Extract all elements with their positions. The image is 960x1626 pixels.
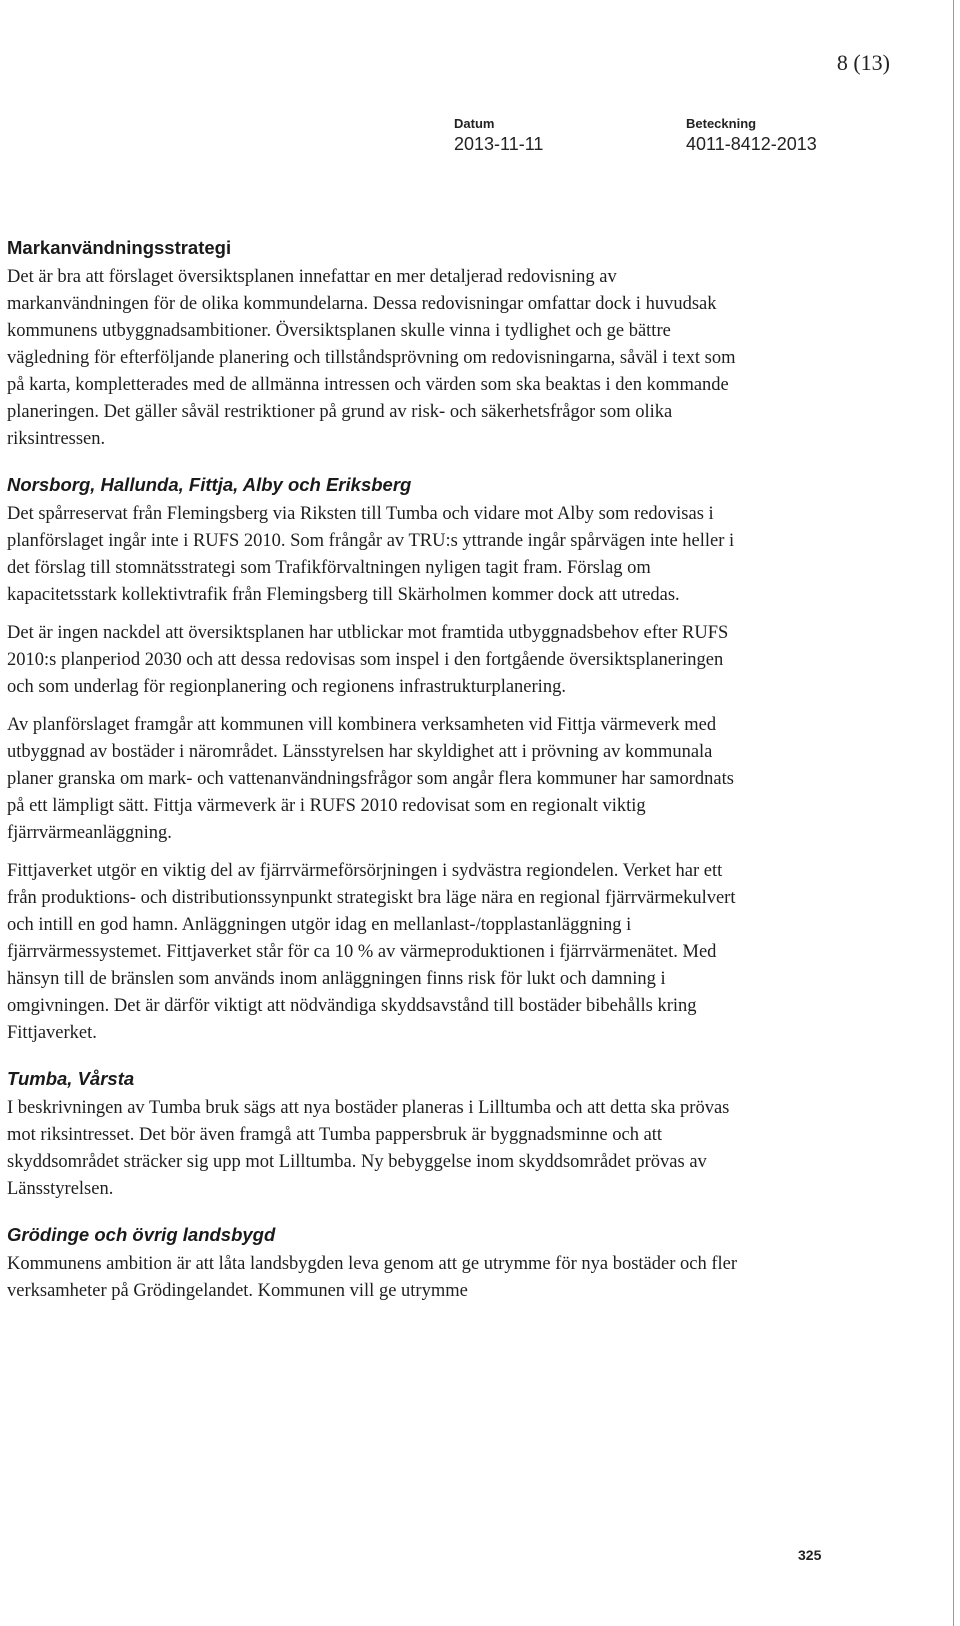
- paragraph: I beskrivningen av Tumba bruk sägs att nya bostäder planeras i Lilltumba och att detta ska prövas mot riksintresset. Det bör även framgå att Tumba pappersbruk är byggnadsminne och att skyddsområdet sträcker sig upp mot Lilltumba. Ny bebyggelse inom skyddsområdet prövas av Länsstyrelsen.: [7, 1098, 730, 1199]
- paragraph: Det är bra att förslaget översiktsplanen innefattar en mer detaljerad redovisning av markanvändningen för de olika kommundelarna. Dessa redovisningar omfattar dock i huvudsak kommunens utbyggnadsambitioner. Översiktsplanen skulle vinna i tydlighet och ge bättre vägledning för efterföljande planering och tillståndsprövning om redovisningarna, såväl i text som på karta, kompletterades med de allmänna intressen och värden som ska beaktas i den kommande planeringen. Det gäller såväl restriktioner på grund av risk- och säkerhetsfrågor som olika riksintressen.: [7, 267, 736, 449]
- section-heading: Tumba, Vårsta: [7, 1068, 135, 1089]
- reference-label: Beteckning: [686, 116, 757, 131]
- paragraph: Fittjaverket utgör en viktig del av fjärrvärmeförsörjningen i sydvästra regiondelen. Verket har ett från produktions- och distributionssynpunkt strategiskt bra läge nära en regional fjärrvärmekulvert och intill en god hamn. Anläggningen utgör idag en mellanlast-/topplastanläggning i fjärrvärmessystemet. Fittjaverket står för ca 10 % av värmeproduktionen i fjärrvärmenätet. Med hänsyn till de bränslen som används inom anläggningen finns risk för lukt och damning i omgivningen. Det är därför viktigt att nödvändiga skyddsavstånd till bostäder bibehålls kring Fittjaverket.: [7, 861, 736, 1043]
- paragraph: Det är ingen nackdel att översiktsplanen har utblickar mot framtida utbyggnadsbehov efter RUFS 2010:s planperiod 2030 och att dessa redovisas som inspel i den fortgående översiktsplaneringen och som underlag för regionplanering och regionens infrastrukturplanering.: [7, 623, 729, 697]
- date-label: Datum: [454, 116, 495, 131]
- reference-block: [686, 116, 817, 156]
- section-norsborg: [7, 473, 752, 1047]
- paragraph: Av planförslaget framgår att kommunen vill kombinera verksamheten vid Fittja värmeverk med utbyggnad av bostäder i närområdet. Länsstyrelsen har skyldighet att i prövning av kommunala planer granska om mark- och vattenanvändningsfrågor som angår flera kommuner har samordnats på ett lämpligt sätt. Fittja värmeverk är i RUFS 2010 redovisat som en regionalt viktig fjärrvärmeanläggning.: [7, 715, 734, 843]
- right-margin-line: [953, 0, 954, 1626]
- section-heading: Grödinge och övrig landsbygd: [7, 1224, 276, 1245]
- date-value: 2013-11-11: [454, 134, 544, 154]
- page-count: 8 (13): [836, 50, 890, 75]
- section-tumba: [7, 1067, 752, 1203]
- paragraph: Det spårreservat från Flemingsberg via Riksten till Tumba och vidare mot Alby som redovisas i planförslaget ingår inte i RUFS 2010. Som frångår av TRU:s yttrande ingår spårvägen inte heller i det förslag till stomnätsstrategi som Trafikförvaltningen nyligen tagit fram. Förslag om kapacitetsstark kollektivtrafik från Flemingsberg till Skärholmen kommer dock att utredas.: [7, 504, 735, 605]
- paragraph: Kommunens ambition är att låta landsbygden leva genom att ge utrymme för nya bostäder och fler verksamheter på Grödingelandet. Kommunen vill ge utrymme: [7, 1254, 738, 1301]
- section-heading: Norsborg, Hallunda, Fittja, Alby och Eriksberg: [7, 474, 412, 495]
- date-block: [454, 116, 543, 156]
- section-markanvandning: [7, 236, 752, 453]
- reference-value: 4011-8412-2013: [686, 134, 817, 154]
- section-heading: Markanvändningsstrategi: [7, 237, 232, 258]
- page-number: 325: [798, 1547, 822, 1563]
- section-grodinge: [7, 1223, 752, 1305]
- document-body: [7, 236, 752, 1316]
